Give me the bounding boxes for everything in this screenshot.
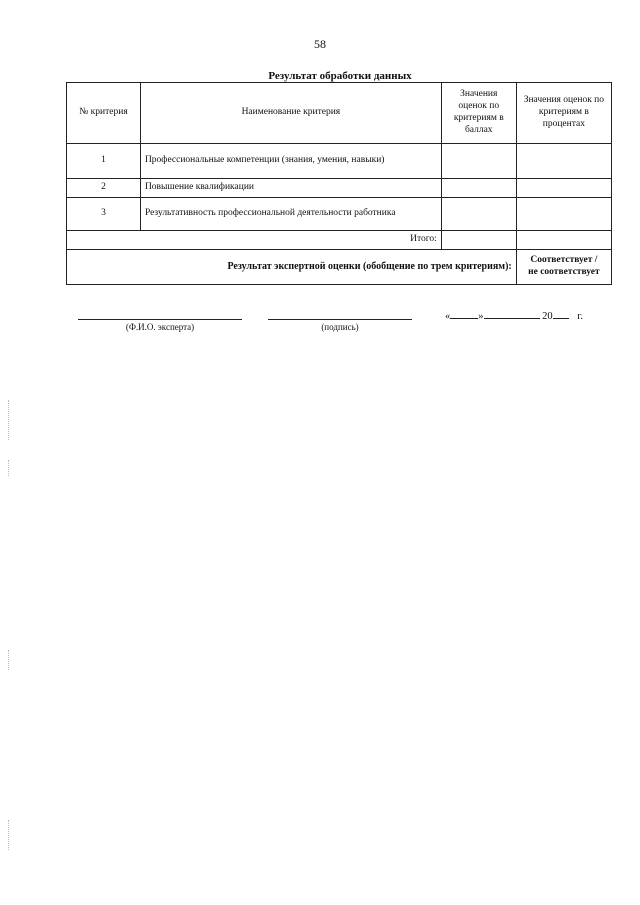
date-close-quote: »	[478, 311, 484, 322]
total-label: Итого:	[67, 231, 442, 250]
total-percent-cell[interactable]	[516, 231, 611, 250]
row-number: 3	[67, 198, 141, 231]
result-value-line2: не соответствует	[528, 267, 600, 277]
row-percent-cell[interactable]	[516, 198, 611, 231]
result-value	[516, 250, 611, 285]
row-number: 2	[67, 179, 141, 198]
total-row	[67, 231, 612, 250]
date-suffix: г.	[577, 311, 583, 322]
margin-scan-marks	[8, 460, 11, 476]
row-points-cell[interactable]	[441, 179, 516, 198]
margin-scan-marks	[8, 650, 11, 670]
results-table	[66, 82, 612, 285]
date-day-blank[interactable]	[450, 308, 478, 319]
table-row	[67, 198, 612, 231]
total-points-cell[interactable]	[441, 231, 516, 250]
date-year-prefix: 20	[542, 311, 553, 322]
row-criterion-name: Результативность профессиональной деятельности работника	[140, 198, 441, 231]
header-points: Значения оценок по критериям в баллах	[441, 83, 516, 144]
expert-name-line[interactable]	[78, 319, 242, 320]
row-criterion-name: Профессиональные компетенции (знания, умения, навыки)	[140, 144, 441, 179]
row-percent-cell[interactable]	[516, 144, 611, 179]
expert-name-caption: (Ф.И.О. эксперта)	[125, 322, 195, 332]
result-label: Результат экспертной оценки (обобщение по трем критериям):	[67, 250, 517, 285]
row-number: 1	[67, 144, 141, 179]
date-month-blank[interactable]	[484, 308, 540, 319]
table-row	[67, 144, 612, 179]
header-criterion-number: № критерия	[67, 83, 141, 144]
row-points-cell[interactable]	[441, 198, 516, 231]
margin-scan-marks	[8, 820, 11, 850]
date-open-quote: «	[445, 311, 451, 322]
row-points-cell[interactable]	[441, 144, 516, 179]
date-year-blank[interactable]	[553, 308, 569, 319]
margin-scan-marks	[8, 400, 11, 440]
signature-caption: (подпись)	[321, 322, 359, 332]
table-row	[67, 179, 612, 198]
header-percent: Значения оценок по критериям в процентах	[516, 83, 611, 144]
page-number: 58	[314, 37, 326, 51]
signature-line[interactable]	[268, 319, 412, 320]
result-row	[67, 250, 612, 285]
header-criterion-name: Наименование критерия	[140, 83, 441, 144]
result-value-line1: Соответствует /	[530, 255, 598, 266]
row-criterion-name: Повышение квалификации	[140, 179, 441, 198]
row-percent-cell[interactable]	[516, 179, 611, 198]
date-field	[445, 308, 583, 322]
table-header-row	[67, 83, 612, 144]
table-title: Результат обработки данных	[268, 70, 412, 82]
